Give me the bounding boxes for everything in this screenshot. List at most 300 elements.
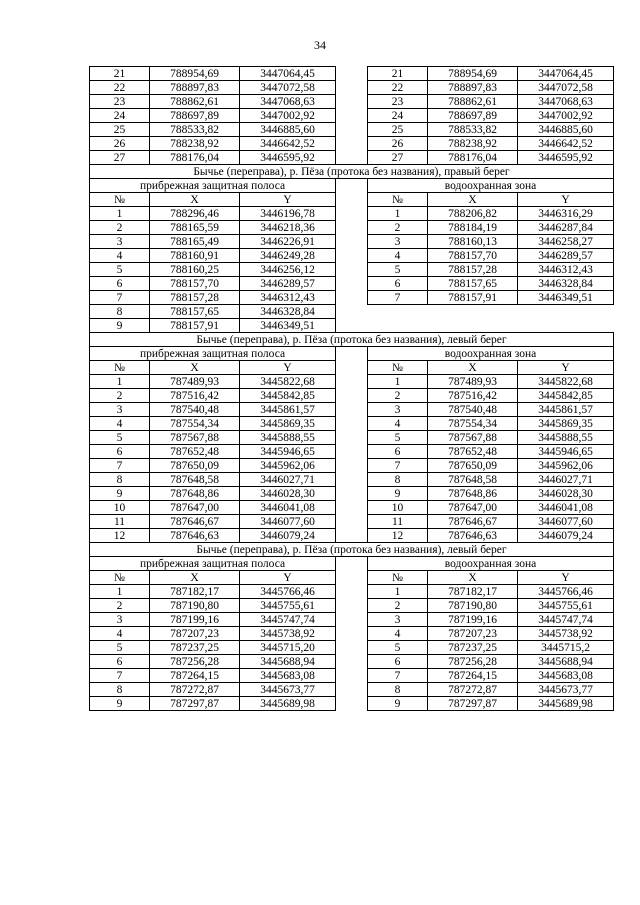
right-coord-y: 3445689,98	[518, 697, 614, 711]
left-coord-x: 787237,25	[150, 641, 240, 655]
column-header-row	[90, 571, 614, 585]
right-coord-number: 5	[368, 431, 428, 445]
left-coord-x: 788157,91	[150, 319, 240, 333]
right-coord-y: 3445738,92	[518, 627, 614, 641]
table-row	[90, 137, 614, 151]
left-header-number: №	[90, 361, 150, 375]
left-coord-y: 3445842,85	[240, 389, 336, 403]
left-coord-number: 5	[90, 263, 150, 277]
left-coord-number: 7	[90, 459, 150, 473]
table-row	[90, 487, 614, 501]
table-row	[90, 613, 614, 627]
right-coord-y: 3446885,60	[518, 123, 614, 137]
table-row	[90, 221, 614, 235]
left-coord-y: 3445715,20	[240, 641, 336, 655]
left-coord-x: 787540,48	[150, 403, 240, 417]
left-coord-number: 11	[90, 515, 150, 529]
right-coord-y: 3446077,60	[518, 515, 614, 529]
left-coord-y: 3446226,91	[240, 235, 336, 249]
left-coord-number: 27	[90, 151, 150, 165]
left-coord-x: 787567,88	[150, 431, 240, 445]
table-row	[90, 319, 614, 333]
right-coord-x: 787554,34	[428, 417, 518, 431]
left-coord-number: 12	[90, 529, 150, 543]
right-coord-x: 787650,09	[428, 459, 518, 473]
left-coord-x: 787554,34	[150, 417, 240, 431]
right-coord-number: 1	[368, 375, 428, 389]
right-header-y: Y	[518, 361, 614, 375]
section-title-row	[90, 165, 614, 179]
left-coord-number: 4	[90, 249, 150, 263]
right-coord-x: 788184,19	[428, 221, 518, 235]
section-title: Бычье (переправа), р. Пёза (протока без названия), левый берег	[90, 333, 614, 347]
table-row	[90, 207, 614, 221]
right-coord-y: 3446328,84	[518, 277, 614, 291]
right-coord-number: 7	[368, 459, 428, 473]
left-coord-y: 3446196,78	[240, 207, 336, 221]
right-coord-y: 3445842,85	[518, 389, 614, 403]
column-gap	[336, 123, 368, 137]
right-coord-x: 788160,13	[428, 235, 518, 249]
right-coord-x: 788897,83	[428, 81, 518, 95]
left-coord-y: 3446885,60	[240, 123, 336, 137]
right-coord-number: 12	[368, 529, 428, 543]
left-coord-x: 788160,25	[150, 263, 240, 277]
right-coord-number: 4	[368, 249, 428, 263]
left-header-x: X	[150, 193, 240, 207]
table-row	[90, 123, 614, 137]
right-coord-x: 788954,69	[428, 67, 518, 81]
coordinates-table	[89, 66, 614, 711]
left-coord-number: 8	[90, 305, 150, 319]
right-coord-y: 3447064,45	[518, 67, 614, 81]
right-coord-y: 3446287,84	[518, 221, 614, 235]
empty-cell	[368, 305, 614, 319]
left-header-number: №	[90, 571, 150, 585]
column-gap	[336, 655, 368, 669]
right-coord-x: 787646,67	[428, 515, 518, 529]
table-row	[90, 67, 614, 81]
right-coord-x: 787647,00	[428, 501, 518, 515]
table-row	[90, 529, 614, 543]
left-coord-x: 787648,86	[150, 487, 240, 501]
table-row	[90, 263, 614, 277]
page-number: 34	[314, 38, 326, 52]
right-coord-x: 788862,61	[428, 95, 518, 109]
right-coord-number: 11	[368, 515, 428, 529]
table-row	[90, 641, 614, 655]
left-coord-x: 788157,70	[150, 277, 240, 291]
left-coord-x: 787646,67	[150, 515, 240, 529]
left-coord-number: 3	[90, 403, 150, 417]
left-coord-y: 3447068,63	[240, 95, 336, 109]
table-row	[90, 627, 614, 641]
left-coord-number: 3	[90, 235, 150, 249]
right-coord-number: 2	[368, 389, 428, 403]
right-coord-y: 3445861,57	[518, 403, 614, 417]
right-coord-x: 787646,63	[428, 529, 518, 543]
column-gap	[336, 501, 368, 515]
right-coord-number: 9	[368, 487, 428, 501]
table-row	[90, 375, 614, 389]
right-coord-number: 3	[368, 403, 428, 417]
left-coord-y: 3445689,98	[240, 697, 336, 711]
left-coord-number: 21	[90, 67, 150, 81]
left-coord-x: 787650,09	[150, 459, 240, 473]
left-coord-number: 4	[90, 627, 150, 641]
table-row	[90, 501, 614, 515]
left-header-number: №	[90, 193, 150, 207]
right-coord-number: 1	[368, 585, 428, 599]
left-coord-number: 23	[90, 95, 150, 109]
right-coord-number: 7	[368, 669, 428, 683]
right-coord-y: 3445688,94	[518, 655, 614, 669]
left-coord-y: 3445946,65	[240, 445, 336, 459]
left-coord-y: 3445688,94	[240, 655, 336, 669]
left-coord-y: 3446218,36	[240, 221, 336, 235]
column-gap	[336, 431, 368, 445]
column-gap	[336, 277, 368, 291]
right-coord-number: 6	[368, 277, 428, 291]
right-coord-x: 788157,70	[428, 249, 518, 263]
table-row	[90, 585, 614, 599]
table-row	[90, 599, 614, 613]
column-gap	[336, 487, 368, 501]
table-row	[90, 459, 614, 473]
zone-label-row	[90, 557, 614, 571]
table-row	[90, 403, 614, 417]
right-coord-number: 6	[368, 655, 428, 669]
left-coord-y: 3445861,57	[240, 403, 336, 417]
left-coord-number: 9	[90, 697, 150, 711]
table-row	[90, 473, 614, 487]
left-header-x: X	[150, 571, 240, 585]
left-coord-number: 5	[90, 431, 150, 445]
column-gap	[336, 459, 368, 473]
right-coord-x: 788697,89	[428, 109, 518, 123]
table-row	[90, 417, 614, 431]
left-coord-y: 3446312,43	[240, 291, 336, 305]
left-coord-number: 22	[90, 81, 150, 95]
right-header-x: X	[428, 193, 518, 207]
right-coord-x: 787540,48	[428, 403, 518, 417]
left-coord-number: 24	[90, 109, 150, 123]
left-coord-x: 787207,23	[150, 627, 240, 641]
right-coord-x: 787237,25	[428, 641, 518, 655]
column-gap	[336, 557, 368, 571]
right-coord-number: 2	[368, 599, 428, 613]
right-coord-x: 788533,82	[428, 123, 518, 137]
left-coord-x: 788165,59	[150, 221, 240, 235]
left-coord-x: 787648,58	[150, 473, 240, 487]
table-row	[90, 249, 614, 263]
left-coord-y: 3445738,92	[240, 627, 336, 641]
left-coord-x: 788897,83	[150, 81, 240, 95]
right-coord-y: 3447068,63	[518, 95, 614, 109]
left-coord-number: 9	[90, 319, 150, 333]
zone-label-row	[90, 179, 614, 193]
right-coord-y: 3447072,58	[518, 81, 614, 95]
right-coord-number: 1	[368, 207, 428, 221]
column-gap	[336, 193, 368, 207]
left-coord-y: 3445888,55	[240, 431, 336, 445]
left-coord-x: 788160,91	[150, 249, 240, 263]
right-header-number: №	[368, 571, 428, 585]
right-coord-x: 787182,17	[428, 585, 518, 599]
right-coord-number: 23	[368, 95, 428, 109]
right-coord-number: 27	[368, 151, 428, 165]
right-coord-number: 6	[368, 445, 428, 459]
left-coord-x: 788165,49	[150, 235, 240, 249]
right-coord-number: 5	[368, 263, 428, 277]
column-gap	[336, 571, 368, 585]
left-coord-y: 3445766,46	[240, 585, 336, 599]
column-gap	[336, 151, 368, 165]
left-coord-y: 3446256,12	[240, 263, 336, 277]
right-coord-y: 3446312,43	[518, 263, 614, 277]
right-coord-number: 25	[368, 123, 428, 137]
left-coord-y: 3445755,61	[240, 599, 336, 613]
right-zone-label: водоохранная зона	[368, 179, 614, 193]
column-gap	[336, 445, 368, 459]
right-coord-number: 7	[368, 291, 428, 305]
left-coord-number: 8	[90, 683, 150, 697]
left-coord-y: 3446027,71	[240, 473, 336, 487]
column-gap	[336, 599, 368, 613]
table-row	[90, 515, 614, 529]
column-gap	[336, 81, 368, 95]
left-coord-x: 787652,48	[150, 445, 240, 459]
right-coord-y: 3447002,92	[518, 109, 614, 123]
left-coord-number: 6	[90, 445, 150, 459]
left-coord-x: 787516,42	[150, 389, 240, 403]
right-coord-y: 3445888,55	[518, 431, 614, 445]
column-header-row	[90, 193, 614, 207]
left-coord-y: 3446028,30	[240, 487, 336, 501]
left-coord-number: 7	[90, 291, 150, 305]
right-coord-y: 3446595,92	[518, 151, 614, 165]
left-coord-number: 2	[90, 221, 150, 235]
left-coord-x: 788238,92	[150, 137, 240, 151]
left-coord-number: 1	[90, 207, 150, 221]
left-coord-y: 3445822,68	[240, 375, 336, 389]
left-coord-y: 3445962,06	[240, 459, 336, 473]
left-coord-x: 788157,28	[150, 291, 240, 305]
column-gap	[336, 109, 368, 123]
right-coord-number: 4	[368, 627, 428, 641]
left-coord-y: 3446595,92	[240, 151, 336, 165]
right-coord-y: 3446041,08	[518, 501, 614, 515]
right-coord-y: 3445766,46	[518, 585, 614, 599]
column-gap	[336, 207, 368, 221]
column-gap	[336, 417, 368, 431]
section-title-row	[90, 333, 614, 347]
zone-label-row	[90, 347, 614, 361]
left-coord-number: 1	[90, 585, 150, 599]
right-coord-x: 787190,80	[428, 599, 518, 613]
left-header-x: X	[150, 361, 240, 375]
right-header-y: Y	[518, 571, 614, 585]
right-coord-y: 3446079,24	[518, 529, 614, 543]
left-coord-y: 3447072,58	[240, 81, 336, 95]
column-gap	[336, 669, 368, 683]
left-coord-x: 788697,89	[150, 109, 240, 123]
table-row	[90, 291, 614, 305]
right-coord-number: 22	[368, 81, 428, 95]
left-coord-y: 3445747,74	[240, 613, 336, 627]
right-coord-y: 3446289,57	[518, 249, 614, 263]
right-coord-number: 21	[368, 67, 428, 81]
right-coord-x: 788206,82	[428, 207, 518, 221]
right-coord-number: 3	[368, 613, 428, 627]
left-coord-y: 3447002,92	[240, 109, 336, 123]
right-coord-y: 3445946,65	[518, 445, 614, 459]
right-coord-number: 4	[368, 417, 428, 431]
right-coord-y: 3445673,77	[518, 683, 614, 697]
column-gap	[336, 305, 368, 319]
table-row	[90, 277, 614, 291]
left-zone-label: прибрежная защитная полоса	[90, 347, 336, 361]
left-coord-x: 787647,00	[150, 501, 240, 515]
column-gap	[336, 221, 368, 235]
left-coord-x: 787489,93	[150, 375, 240, 389]
right-coord-y: 3446316,29	[518, 207, 614, 221]
column-gap	[336, 627, 368, 641]
table-row	[90, 655, 614, 669]
left-zone-label: прибрежная защитная полоса	[90, 557, 336, 571]
column-gap	[336, 67, 368, 81]
left-coord-y: 3446328,84	[240, 305, 336, 319]
column-gap	[336, 235, 368, 249]
right-coord-x: 787199,16	[428, 613, 518, 627]
left-coord-number: 8	[90, 473, 150, 487]
left-coord-x: 788157,65	[150, 305, 240, 319]
right-coord-y: 3445715,2	[518, 641, 614, 655]
column-gap	[336, 389, 368, 403]
column-gap	[336, 319, 368, 333]
left-coord-y: 3445869,35	[240, 417, 336, 431]
column-gap	[336, 697, 368, 711]
left-coord-y: 3446079,24	[240, 529, 336, 543]
column-gap	[336, 361, 368, 375]
right-coord-y: 3445962,06	[518, 459, 614, 473]
right-header-x: X	[428, 361, 518, 375]
right-coord-y: 3445869,35	[518, 417, 614, 431]
right-coord-x: 788157,91	[428, 291, 518, 305]
table-row	[90, 697, 614, 711]
left-coord-y: 3445683,08	[240, 669, 336, 683]
left-coord-x: 787182,17	[150, 585, 240, 599]
right-header-number: №	[368, 361, 428, 375]
table-row	[90, 81, 614, 95]
column-gap	[336, 515, 368, 529]
left-coord-x: 787272,87	[150, 683, 240, 697]
column-gap	[336, 263, 368, 277]
column-gap	[336, 137, 368, 151]
left-coord-y: 3446349,51	[240, 319, 336, 333]
section-title: Бычье (переправа), р. Пёза (протока без названия), левый берег	[90, 543, 614, 557]
column-gap	[336, 613, 368, 627]
right-coord-y: 3446027,71	[518, 473, 614, 487]
right-coord-y: 3446258,27	[518, 235, 614, 249]
left-coord-x: 788296,46	[150, 207, 240, 221]
left-coord-x: 788533,82	[150, 123, 240, 137]
right-coord-y: 3446028,30	[518, 487, 614, 501]
right-coord-x: 787297,87	[428, 697, 518, 711]
table-row	[90, 95, 614, 109]
left-coord-number: 7	[90, 669, 150, 683]
left-coord-number: 1	[90, 375, 150, 389]
left-coord-x: 788862,61	[150, 95, 240, 109]
column-gap	[336, 403, 368, 417]
left-coord-y: 3446289,57	[240, 277, 336, 291]
right-coord-number: 3	[368, 235, 428, 249]
left-coord-number: 10	[90, 501, 150, 515]
section-title-row	[90, 543, 614, 557]
column-gap	[336, 375, 368, 389]
left-coord-number: 26	[90, 137, 150, 151]
right-coord-x: 787567,88	[428, 431, 518, 445]
left-header-y: Y	[240, 571, 336, 585]
right-coord-x: 787264,15	[428, 669, 518, 683]
left-coord-y: 3446041,08	[240, 501, 336, 515]
table-row	[90, 109, 614, 123]
column-gap	[336, 347, 368, 361]
section-title: Бычье (переправа), р. Пёза (протока без названия), правый берег	[90, 165, 614, 179]
left-coord-number: 2	[90, 389, 150, 403]
left-coord-number: 6	[90, 277, 150, 291]
right-coord-x: 788157,28	[428, 263, 518, 277]
right-coord-number: 26	[368, 137, 428, 151]
left-coord-number: 25	[90, 123, 150, 137]
table-row	[90, 235, 614, 249]
right-coord-x: 787489,93	[428, 375, 518, 389]
right-coord-y: 3445683,08	[518, 669, 614, 683]
right-coord-x: 787272,87	[428, 683, 518, 697]
right-coord-number: 8	[368, 683, 428, 697]
left-coord-x: 787646,63	[150, 529, 240, 543]
left-header-y: Y	[240, 361, 336, 375]
right-zone-label: водоохранная зона	[368, 347, 614, 361]
left-coord-y: 3445673,77	[240, 683, 336, 697]
left-coord-x: 787190,80	[150, 599, 240, 613]
table-row	[90, 431, 614, 445]
right-coord-number: 8	[368, 473, 428, 487]
table-row	[90, 669, 614, 683]
table-row	[90, 305, 614, 319]
table-row	[90, 445, 614, 459]
right-coord-y: 3445822,68	[518, 375, 614, 389]
table-row	[90, 151, 614, 165]
left-coord-number: 4	[90, 417, 150, 431]
right-coord-number: 2	[368, 221, 428, 235]
right-coord-number: 5	[368, 641, 428, 655]
left-coord-x: 787297,87	[150, 697, 240, 711]
column-gap	[336, 179, 368, 193]
right-coord-x: 787207,23	[428, 627, 518, 641]
right-coord-x: 788238,92	[428, 137, 518, 151]
left-coord-x: 788176,04	[150, 151, 240, 165]
right-coord-x: 787648,58	[428, 473, 518, 487]
empty-cell	[368, 319, 614, 333]
right-coord-y: 3445755,61	[518, 599, 614, 613]
column-gap	[336, 585, 368, 599]
left-coord-number: 5	[90, 641, 150, 655]
right-zone-label: водоохранная зона	[368, 557, 614, 571]
right-coord-x: 788157,65	[428, 277, 518, 291]
right-coord-x: 787652,48	[428, 445, 518, 459]
right-coord-y: 3445747,74	[518, 613, 614, 627]
